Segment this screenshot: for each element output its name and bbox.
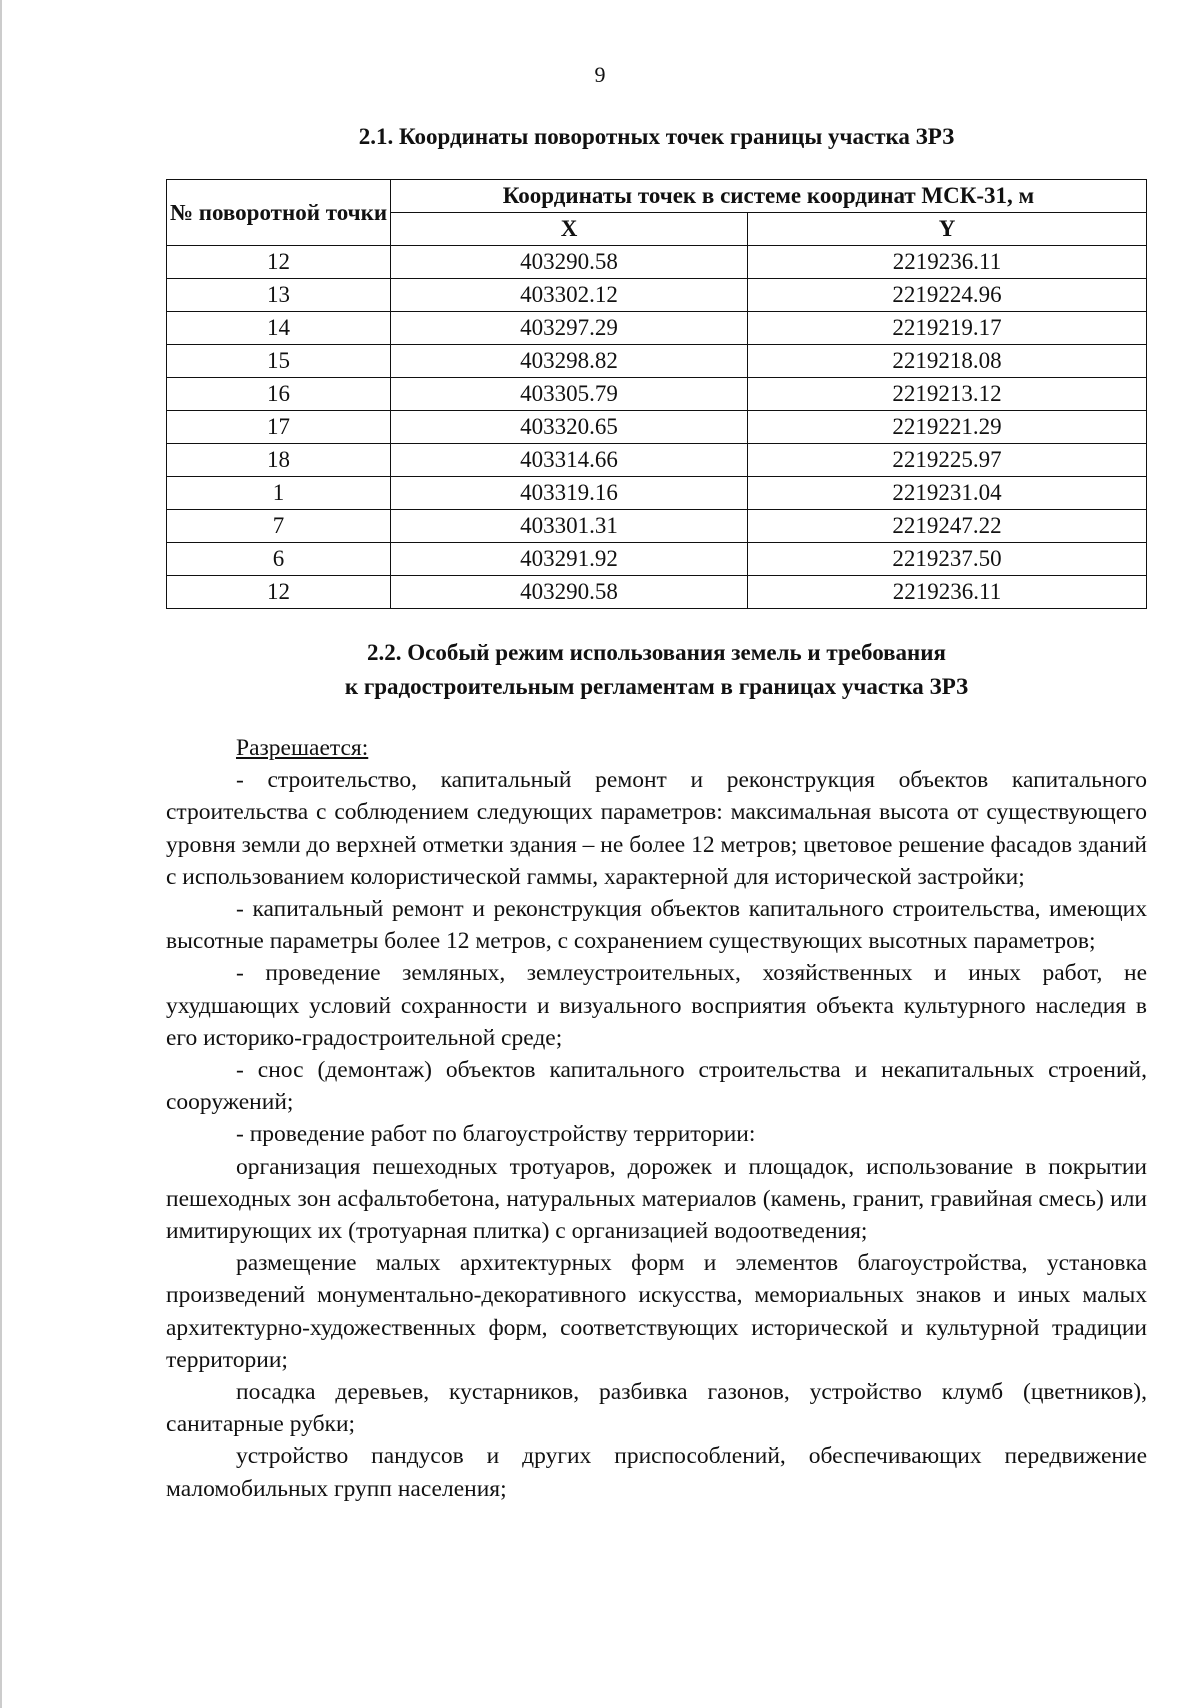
x-cell: 403301.31 bbox=[391, 510, 748, 543]
x-cell: 403297.29 bbox=[391, 312, 748, 345]
paragraph: - проведение работ по благоустройству территории: bbox=[236, 1121, 756, 1148]
x-cell: 403319.16 bbox=[391, 477, 748, 510]
table-row bbox=[167, 477, 1147, 510]
point-number-cell: 13 bbox=[167, 279, 391, 312]
point-number-cell: 15 bbox=[167, 345, 391, 378]
paragraph: - капитальный ремонт и реконструкция объектов капитального строительства, имеющих высотные параметры более 12 метров, с сохранением существующих высотных параметров; bbox=[166, 896, 1147, 955]
coordinates-table bbox=[166, 179, 1147, 609]
point-number-cell: 12 bbox=[167, 576, 391, 609]
y-cell: 2219213.12 bbox=[748, 378, 1147, 411]
x-cell: 403298.82 bbox=[391, 345, 748, 378]
page-number: 9 bbox=[594, 62, 606, 87]
point-number-cell: 12 bbox=[167, 246, 391, 279]
point-number-cell: 14 bbox=[167, 312, 391, 345]
table-row bbox=[167, 411, 1147, 444]
y-cell: 2219225.97 bbox=[748, 444, 1147, 477]
x-cell: 403290.58 bbox=[391, 246, 748, 279]
y-cell: 2219218.08 bbox=[748, 345, 1147, 378]
scan-edge bbox=[0, 0, 2, 1708]
x-cell: 403290.58 bbox=[391, 576, 748, 609]
point-number-cell: 6 bbox=[167, 543, 391, 576]
section-title: 2.1. Координаты поворотных точек границы участка ЗРЗ bbox=[358, 124, 955, 149]
paragraph: - строительство, капитальный ремонт и реконструкция объектов капитального строительства с соблюдением следующих параметров: максимальная высота от существующего уровня земли до верхней отметки здания – не более 12 метров; цветовое решение фасадов зданий с использованием колористической гаммы, характерной для исторической застройки; bbox=[166, 767, 1147, 890]
paragraph: размещение малых архитектурных форм и элементов благоустройства, установка произведений монументально-декоративного искусства, мемориальных знаков и иных малых архитектурно-художественных форм, соответствующих исторической и культурной традиции территории; bbox=[166, 1250, 1147, 1373]
table-row bbox=[167, 246, 1147, 279]
point-number-cell: 17 bbox=[167, 411, 391, 444]
point-number-cell: 1 bbox=[167, 477, 391, 510]
table-row bbox=[167, 444, 1147, 477]
paragraph: - проведение земляных, землеустроительных, хозяйственных и иных работ, не ухудшающих условий сохранности и визуального восприятия объекта культурного наследия в его историко-градостроительной среде; bbox=[166, 960, 1147, 1051]
x-cell: 403320.65 bbox=[391, 411, 748, 444]
table-row bbox=[167, 279, 1147, 312]
section-title-line: 2.2. Особый режим использования земель и требования bbox=[367, 640, 946, 665]
y-cell: 2219219.17 bbox=[748, 312, 1147, 345]
section-title-line: к градостроительным регламентам в границах участка ЗРЗ bbox=[344, 674, 969, 699]
x-cell: 403305.79 bbox=[391, 378, 748, 411]
y-cell: 2219237.50 bbox=[748, 543, 1147, 576]
y-cell: 2219224.96 bbox=[748, 279, 1147, 312]
point-number-cell: 18 bbox=[167, 444, 391, 477]
y-cell: 2219221.29 bbox=[748, 411, 1147, 444]
y-cell: 2219236.11 bbox=[748, 576, 1147, 609]
header-x: X bbox=[391, 213, 748, 246]
header-coordinates: Координаты точек в системе координат МСК-31, м bbox=[391, 180, 1147, 213]
point-number-cell: 7 bbox=[167, 510, 391, 543]
table-row bbox=[167, 510, 1147, 543]
y-cell: 2219231.04 bbox=[748, 477, 1147, 510]
paragraph: - снос (демонтаж) объектов капитального строительства и некапитальных строений, сооружений; bbox=[166, 1057, 1147, 1116]
table-row bbox=[167, 378, 1147, 411]
allowed-label: Разрешается: bbox=[236, 735, 369, 761]
body-text bbox=[166, 732, 1147, 1505]
table-row bbox=[167, 543, 1147, 576]
x-cell: 403314.66 bbox=[391, 444, 748, 477]
table-row bbox=[167, 345, 1147, 378]
header-y: Y bbox=[748, 213, 1147, 246]
y-cell: 2219247.22 bbox=[748, 510, 1147, 543]
table-row bbox=[167, 576, 1147, 609]
paragraph: устройство пандусов и других приспособлений, обеспечивающих передвижение маломобильных групп населения; bbox=[166, 1443, 1147, 1502]
y-cell: 2219236.11 bbox=[748, 246, 1147, 279]
table-row bbox=[167, 312, 1147, 345]
x-cell: 403291.92 bbox=[391, 543, 748, 576]
paragraph: организация пешеходных тротуаров, дорожек и площадок, использование в покрытии пешеходных зон асфальтобетона, натуральных материалов (камень, гранит, гравийная смесь) или имитирующих их (тротуарная плитка) с организацией водоотведения; bbox=[166, 1153, 1147, 1245]
paragraph: посадка деревьев, кустарников, разбивка газонов, устройство клумб (цветников), санитарные рубки; bbox=[166, 1379, 1147, 1438]
x-cell: 403302.12 bbox=[391, 279, 748, 312]
header-point-number: № поворотной точки bbox=[167, 180, 391, 246]
point-number-cell: 16 bbox=[167, 378, 391, 411]
